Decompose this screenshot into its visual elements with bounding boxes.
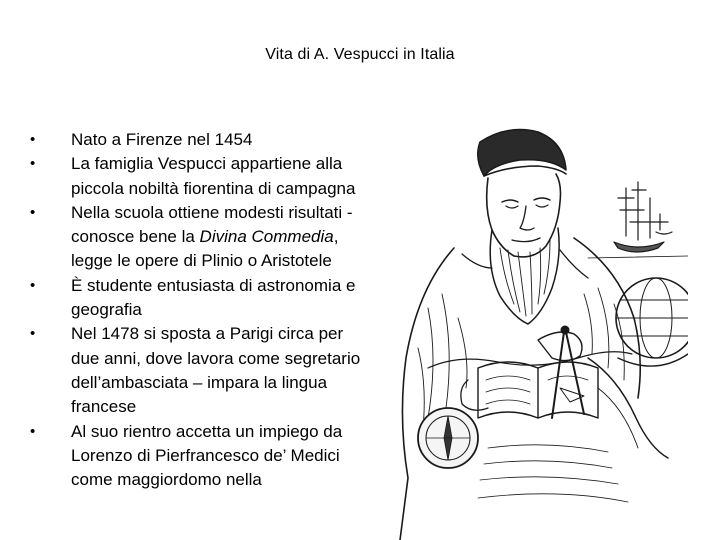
text-run: Nella scuola ottiene modesti risultati - conosce bene la xyxy=(71,202,353,247)
bullet-text xyxy=(71,201,372,274)
bullet-item xyxy=(30,420,372,493)
bullet-list xyxy=(30,128,372,492)
text-run: Al suo rientro accetta un impiego da Lorenzo di Pierfrancesco de’ Medici come maggiordomo nella xyxy=(71,421,343,490)
bullet-marker: • xyxy=(30,422,36,440)
slide-title: Vita di A. Vespucci in Italia xyxy=(265,46,455,63)
bullet-marker: • xyxy=(30,203,36,221)
bullet-text xyxy=(71,420,372,493)
bullet-marker: • xyxy=(30,155,36,173)
text-run: , legge le opere di Plinio o Aristotele xyxy=(71,227,339,271)
bullet-text xyxy=(71,274,372,323)
bullet-marker: • xyxy=(30,131,36,148)
bullet-item xyxy=(30,274,372,323)
text-run: Nel 1478 si sposta a Parigi circa per due anni, dove lavora come segretario dell’ambasciata – impara la lingua francese xyxy=(71,324,361,417)
bullet-text xyxy=(71,322,372,419)
bullet-marker: • xyxy=(30,276,36,294)
text-run: Nato a Firenze nel 1454 xyxy=(71,130,253,149)
bullet-item xyxy=(30,128,372,152)
bullet-item xyxy=(30,201,372,274)
bullet-item xyxy=(30,152,372,201)
text-run: La famiglia Vespucci appartiene alla piccola nobiltà fiorentina di campagna xyxy=(71,154,356,198)
italic-title-text: Divina Commedia xyxy=(199,227,334,247)
bullet-text xyxy=(71,128,372,152)
bullet-text xyxy=(71,152,372,201)
text-run: È studente entusiasta di astronomia e geografia xyxy=(71,275,356,320)
bullet-item xyxy=(30,322,372,419)
vespucci-portrait-illustration xyxy=(388,118,688,540)
ship-icon xyxy=(614,182,672,252)
bullet-marker: • xyxy=(30,325,36,343)
